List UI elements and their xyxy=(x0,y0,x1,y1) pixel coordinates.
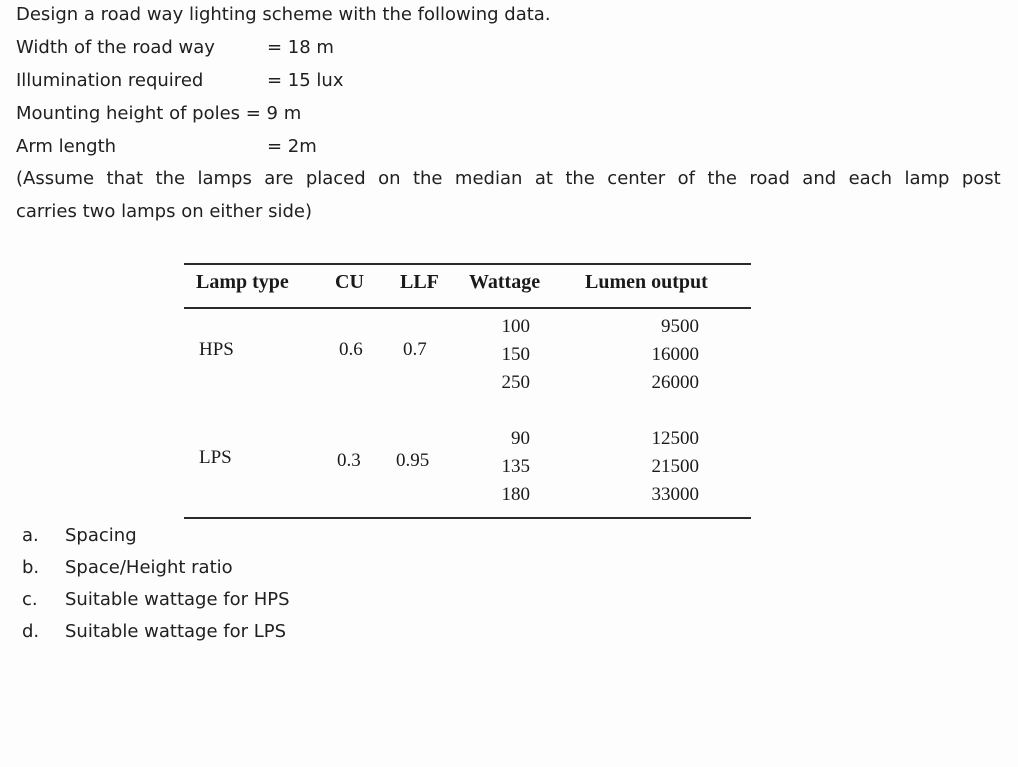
cell-cu: 0.3 xyxy=(337,450,361,471)
cell-wattages xyxy=(502,425,531,509)
header-lumen-output: Lumen output xyxy=(585,271,708,293)
note-word: post xyxy=(961,168,1001,189)
cell-lamp-type: LPS xyxy=(199,447,232,468)
header-cu: CU xyxy=(335,271,364,293)
note-word: and xyxy=(802,168,837,189)
lumen-value: 21500 xyxy=(651,456,699,477)
question-letter: a. xyxy=(22,525,39,546)
param-value-illumination: = 15 lux xyxy=(267,70,344,91)
question-text: Suitable wattage for LPS xyxy=(65,621,287,642)
param-value-arm-length: = 2m xyxy=(267,136,317,157)
header-wattage: Wattage xyxy=(469,271,541,293)
note-word: center xyxy=(607,168,666,189)
table-header-rule xyxy=(184,307,751,309)
note-word: placed xyxy=(305,168,366,189)
assumption-note xyxy=(16,168,1001,223)
note-word: the xyxy=(565,168,595,189)
note-word: the xyxy=(707,168,737,189)
question-text: Space/Height ratio xyxy=(65,557,233,578)
lumen-value: 16000 xyxy=(651,344,699,365)
problem-intro: Design a road way lighting scheme with the following data. xyxy=(16,4,551,25)
lumen-value: 26000 xyxy=(651,372,699,393)
param-label-road-width: Width of the road way xyxy=(16,37,215,58)
note-word: the xyxy=(412,168,443,189)
table-top-rule xyxy=(184,263,751,265)
note-word: that xyxy=(106,168,144,189)
header-lamp-type: Lamp type xyxy=(196,271,289,293)
cell-lamp-type: HPS xyxy=(199,339,234,360)
question-letter: c. xyxy=(22,589,38,610)
cell-wattages xyxy=(502,313,531,397)
table-bottom-rule xyxy=(184,517,751,519)
lumen-value: 33000 xyxy=(651,484,699,505)
cell-lumens xyxy=(652,425,700,509)
assumption-note-line-1 xyxy=(16,168,1001,190)
wattage-value: 250 xyxy=(501,372,530,393)
note-word: lamp xyxy=(904,168,950,189)
header-llf: LLF xyxy=(400,271,439,293)
cell-cu: 0.6 xyxy=(339,339,363,360)
lamp-data-table xyxy=(184,263,751,521)
cell-lumens xyxy=(652,313,700,397)
question-text: Spacing xyxy=(65,525,137,546)
wattage-value: 100 xyxy=(501,316,530,337)
param-value-road-width: = 18 m xyxy=(267,37,334,58)
note-word: of xyxy=(677,168,695,189)
note-word: (Assume xyxy=(16,168,95,189)
question-letter: d. xyxy=(22,621,40,642)
note-word: road xyxy=(749,168,790,189)
question-letter: b. xyxy=(22,557,40,578)
param-label-illumination: Illumination required xyxy=(16,70,204,91)
note-word: on xyxy=(378,168,401,189)
question-text: Suitable wattage for HPS xyxy=(65,589,290,610)
wattage-value: 150 xyxy=(501,344,530,365)
cell-llf: 0.7 xyxy=(403,339,427,360)
note-word: each xyxy=(848,168,893,189)
note-word: at xyxy=(534,168,553,189)
note-word: lamps xyxy=(197,168,252,189)
param-label-arm-length: Arm length xyxy=(16,136,117,157)
lumen-value: 12500 xyxy=(651,428,699,449)
note-word: median xyxy=(454,168,523,189)
note-word: are xyxy=(264,168,294,189)
note-word: the xyxy=(155,168,186,189)
lumen-value: 9500 xyxy=(661,316,699,337)
param-mounting-height: Mounting height of poles = 9 m xyxy=(16,103,302,124)
wattage-value: 90 xyxy=(511,428,530,449)
wattage-value: 135 xyxy=(501,456,530,477)
wattage-value: 180 xyxy=(501,484,530,505)
assumption-note-line-2: carries two lamps on either side) xyxy=(16,201,312,222)
cell-llf: 0.95 xyxy=(396,450,430,471)
